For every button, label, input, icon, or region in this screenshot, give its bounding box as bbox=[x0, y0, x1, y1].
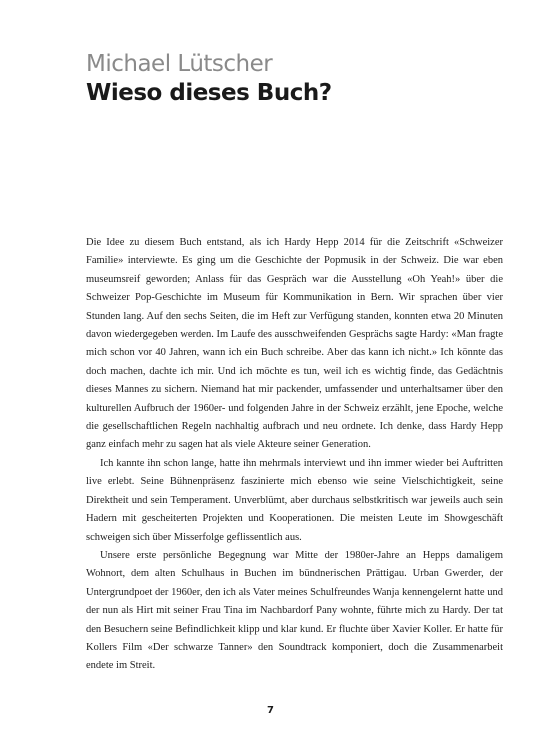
paragraph: Unsere erste persönliche Begegnung war Mitte der 1980er-Jahre an Hepps damaligem Wohnort, dem alten Schulhaus in Buchen im bündnerischen Prättigau. Urban Gwerder, der Untergrundpoet der 1960er, den ich als Vater meines Schulfreundes Wanja kennengelernt hatte und der nun als Hirt mit seiner Frau Tina im Nachbardorf Pany wohnte, führte mich zu Hardy. Der tat den Besuchern seine Befindlichkeit klipp und klar kund. Er fluchte über Xavier Koller. Er hatte für Kollers Film «Der schwarze Tanner» den Soundtrack komponiert, doch die Zusammenarbeit endete im Streit. bbox=[86, 549, 503, 672]
page-number: 7 bbox=[267, 705, 274, 716]
body-text bbox=[86, 234, 503, 676]
paragraph: Die Idee zu diesem Buch entstand, als ich Hardy Hepp 2014 für die Zeitschrift «Schweizer Familie» interviewte. Es ging um die Geschichte der Popmusik in der Schweiz. Die war eben museumsreif geworden; Anlass für das Gespräch war die Ausstellung «Oh Yeah!» über die Schweizer Pop-Geschichte im Museum für Kommunikation in Bern. Wir sprachen über vier Stunden lang. Auf den sechs Seiten, die im Heft zur Verfügung standen, konnten etwa 20 Minuten davon wiedergegeben werden. Im Laufe des ausschweifenden Gesprächs sagte Hardy: «Man fragte mich schon vor 40 Jahren, wann ich ein Buch schreibe. Aber das kann ich nicht.» Ich könnte das doch machen, dachte ich mir. Und ich möchte es tun, weil ich es wichtig finde, das Gedächtnis dieses Mannes zu sichern. Niemand hat mir packender, umfassender und unterhaltsamer über den kulturellen Aufbruch der 1960er- und folgenden Jahre in der Schweiz erzählt, jene Epoche, welche die gesellschaftlichen Regeln nachhaltig aufbrach und neu ordnete. Ich denke, dass Hardy Hepp ganz einfach mehr zu sagen hat als viele Akteure seiner Generation. bbox=[86, 237, 503, 451]
chapter-author: Michael Lütscher bbox=[86, 51, 273, 77]
paragraph: Ich kannte ihn schon lange, hatte ihn mehrmals interviewt und ihn immer wieder bei Auftritten live erlebt. Seine Bühnenpräsenz faszinierte mich ebenso wie seine Vielschichtigkeit, seine Direktheit und sein Temperament. Unverblümt, aber durchaus selbstkritisch war jeweils auch sein Hadern mit gescheiterten Projekten und Kooperationen. Die meisten Leute im Showgeschäft schweigen sich über Misserfolge geflissentlich aus. bbox=[86, 457, 503, 543]
chapter-title: Wieso dieses Buch? bbox=[86, 80, 332, 106]
